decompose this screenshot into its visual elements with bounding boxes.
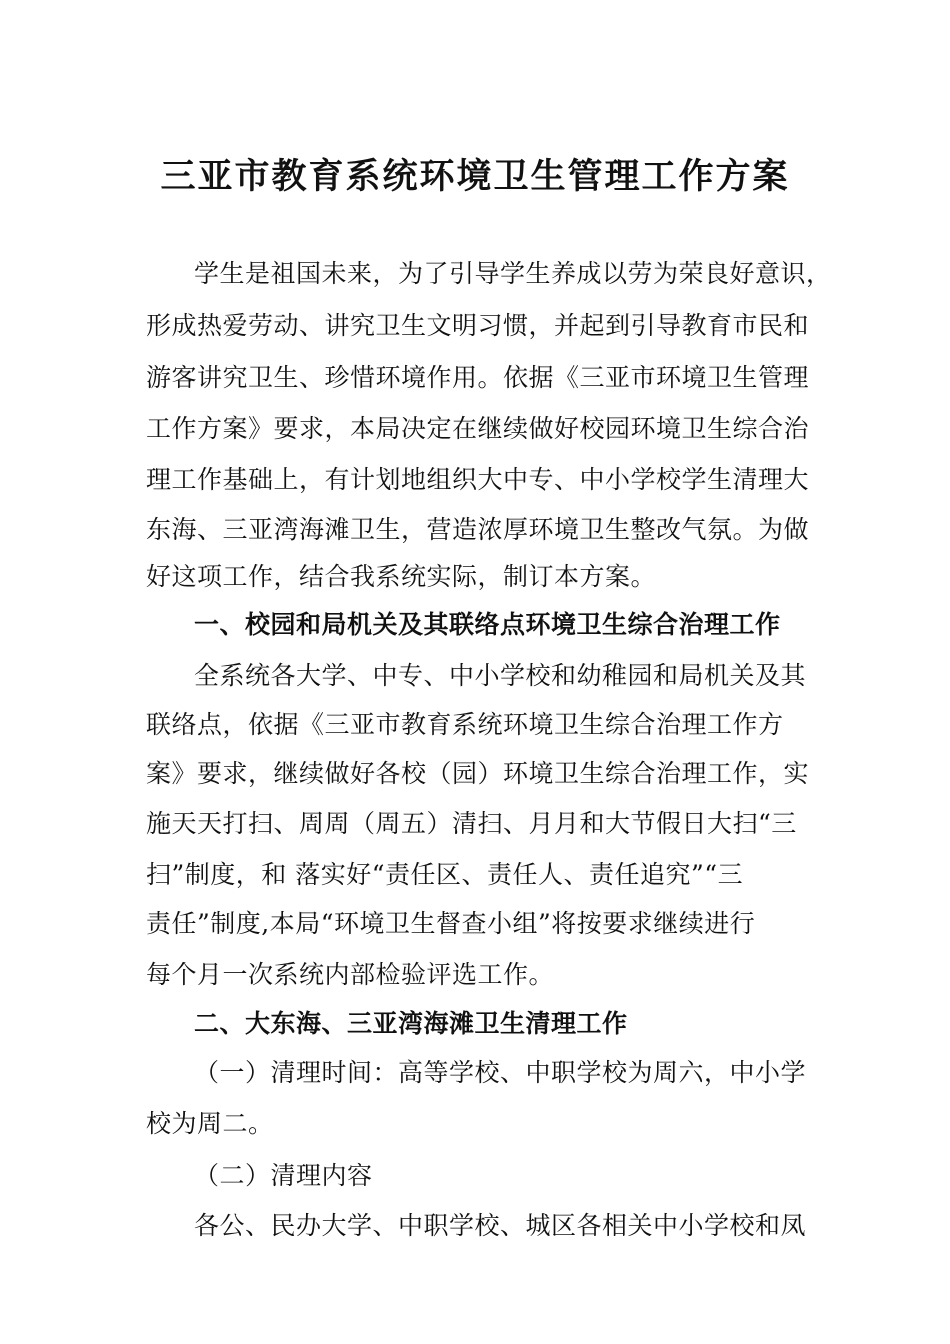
section-1-line: 案》要求，继续做好各校（园）环境卫生综合治理工作，实 — [146, 759, 810, 788]
section-1-line: 每个月一次系统内部检验评选工作。 — [146, 960, 555, 989]
section-1-line: 责任”制度,本局“环境卫生督查小组”将按要求继续进行 — [146, 909, 756, 938]
section-2-item-1-line: 校为周二。 — [146, 1109, 274, 1138]
section-1-heading: 一、校园和局机关及其联络点环境卫生综合治理工作 — [194, 610, 781, 639]
section-2-item-2-heading: （二）清理内容 — [194, 1161, 373, 1190]
section-2-item-1-line: （一）清理时间：高等学校、中职学校为周六，中小学 — [194, 1058, 807, 1087]
intro-line: 工作方案》要求，本局决定在继续做好校园环境卫生综合治 — [146, 414, 810, 443]
section-1-line: 施天天打扫、周周（周五）清扫、月月和大节假日大扫“三 — [146, 809, 797, 838]
section-1-line: 全系统各大学、中专、中小学校和幼稚园和局机关及其 — [194, 661, 807, 690]
section-2-heading: 二、大东海、三亚湾海滩卫生清理工作 — [194, 1009, 628, 1038]
intro-line: 东海、三亚湾海滩卫生，营造浓厚环境卫生整改气氛。为做 — [146, 515, 810, 544]
section-1-line: 扫”制度，和 落实好“责任区、责任人、责任追究”“三 — [146, 860, 744, 889]
intro-line: 学生是祖国未来，为了引导学生养成以劳为荣良好意识， — [194, 259, 832, 288]
intro-line: 好这项工作，结合我系统实际，制订本方案。 — [146, 562, 657, 591]
intro-line: 形成热爱劳动、讲究卫生文明习惯，并起到引导教育市民和 — [146, 311, 810, 340]
section-1-line: 联络点，依据《三亚市教育系统环境卫生综合治理工作方 — [146, 710, 784, 739]
intro-line: 游客讲究卫生、珍惜环境作用。依据《三亚市环境卫生管理 — [146, 363, 810, 392]
document-title: 三亚市教育系统环境卫生管理工作方案 — [160, 156, 790, 197]
intro-line: 理工作基础上，有计划地组织大中专、中小学校学生清理大 — [146, 465, 810, 494]
section-2-item-2-line: 各公、民办大学、中职学校、城区各相关中小学校和凤 — [194, 1211, 807, 1240]
